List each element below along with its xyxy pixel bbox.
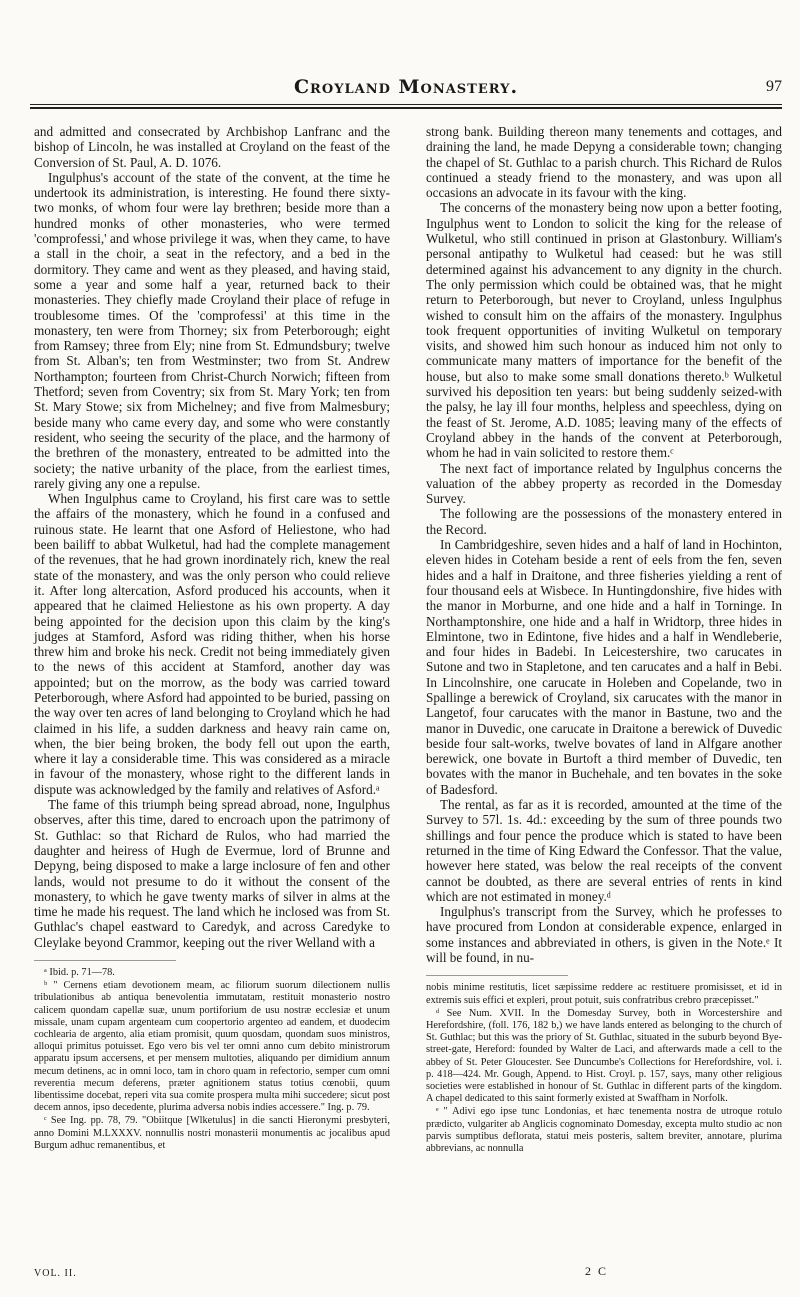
footnote: ᶜ See Ing. pp. 78, 79. "Obiitque [Wlketulus] in die sancti Hieronymi presbyteri, anno Domini M.LXXXV. nonnullis nostri monasterii monumentis ac jocalibus apud Burgum adhuc remanentibus, et <box>34 1115 390 1151</box>
running-title: Croyland Monastery. <box>293 76 519 98</box>
page-header <box>30 76 782 106</box>
paragraph: strong bank. Building thereon many tenements and cottages, and draining the land, he made Depyng a considerable town; changing the chapel of St. Guthlac to a parish church. This Richard de Rulos continued a steady friend to the monastery, and was upon all occasions an advocate in its favour with the king. <box>426 124 782 201</box>
footnote: ᵈ See Num. XVII. In the Domesday Survey, both in Worcestershire and Herefordshire, (foll. 176, 182 b,) we have lands entered as belonging to the church of St. Guthlac; but this was the priory of St. Guthlac, situated in the suburb beyond Bye-street-gate, Hereford: founded by Walter de Laci, and afterwards made a cell to the abbey of St. Peter Gloucester. See Duncumbe's Collections for Herefordshire, vol. i. p. 418—424. Mr. Gough, Append. to Hist. Croyl. p. 157, says, many other religious societies were established in honour of St. Guthlac in different parts of the kingdom. A chapel dedicated to this saint formerly existed at Swaffham in Norfolk. <box>426 1007 782 1105</box>
paragraph: The following are the possessions of the monastery entered in the Record. <box>426 506 782 537</box>
footnote-rule <box>34 960 176 967</box>
footnote: ᵇ " Cernens etiam devotionem meam, ac filiorum suorum dilectionem nullis tribulationibus ab antiqua benevolentia immutatam, restituit monasterio nostro calicem quondam capellæ suæ, unum portiforium de usu nostræ ecclesiæ et unum missale, unam cupam argenteam cum coopertorio argenteo ad eandem, et duodecim cochlearia de argento, alia etiam promisit, quum quosdam, quondam suos ministros, alloqui primitus potuisset. Ego vero bis vel ter omni anno cum debito ministrorum apparatu ipsum accersens, et per mensem multoties, aliquando per dimidium annum mecum detinens, ac in omni loco, tam in choro quam in refectorio, semper cum omni reverentia mecum deferens, præter agnitionem status totius cœnobii, quum libentissime docebat, reperi vita sua comite prospera multa mihi succedere; sicut post decem annos, ipso decedente, plurima adversa nobis indies accessere." Ing. p. 79. <box>34 980 390 1114</box>
page-number: 97 <box>766 78 782 95</box>
volume-signature: VOL. II. <box>34 1268 77 1279</box>
footnote: ᵃ Ibid. p. 71—78. <box>44 967 115 979</box>
footnote: ᵉ " Adivi ego ipse tunc Londonias, et hæc tenementa nostra de utroque rotulo prædicto, vulgariter ab Anglicis cognominato Domesday, excepta multo studio ac non parvis sumptibus deflorata, statui meis posteris, saltem breviter, annotare, plurima abbrevians, ac nonnulla <box>426 1106 782 1154</box>
paragraph: The fame of this triumph being spread abroad, none, Ingulphus observes, after this time, dared to encroach upon the patrimony of St. Guthlac: so that Richard de Rulos, who had married the daughter and heiress of Hugh de Evermue, lord of Brunne and Depyng, being disposed to make a large inclosure of fen and other lands, would not presume to do it without the consent of the monastery, to which he gave twenty marks of silver in alms at the time he made his request. The land which he inclosed was from St. Guthlac's chapel eastward to Caredyk, and across Caredyke to Cleylake beyond Crammor, keeping out the river Welland with a <box>34 797 390 950</box>
paragraph: In Cambridgeshire, seven hides and a half of land in Hochinton, eleven hides in Coteham beside a rent of eels from the fen, seven hides and a half in Draitone, and three fisheries yielding a rent of four thousand eels at Wisbece. In Huntingdonshire, five hides with the manor in Morburne, and one hide and a half in Torninge. In Northamptonshire, one hide and a half in Wridtorp, three hides in Elmintone, two in Edintone, five hides and a half in Wendleberie, and four hides in Badebi. In Leicestershire, two carucates in Sutone and two in Stapletone, and ten carucates and a half in Bebi. In Lincolnshire, one carucate in Holeben and Copelande, two in Spallinge a berewick of Croyland, six carucates with the manor in Langetof, four carucates with the manor in Bastune, two and the manor in Duvedic, one carucate in Draitone a berewick of Duvedic beside four salt-works, twelve bovates of land in Alfgare another berewick, one bovate in Burtoft a third member of Duvedic, ten bovates with the manor in Buchehale, and ten bovates in the soke of Badesford. <box>426 537 782 797</box>
footnotes <box>426 982 782 1155</box>
paragraph: Ingulphus's transcript from the Survey, which he professes to have procured from London at considerable expence, enlarged in some instances and abbreviated in others, is given in the Note.ᵉ It will be found, in nu- <box>426 904 782 966</box>
paragraph: The next fact of importance related by Ingulphus concerns the valuation of the abbey property as recorded in the Domesday Survey. <box>426 460 782 507</box>
footnote: nobis minime restitutis, licet sæpissime reddere ac restituere promisisset, et id in extremis suis effici et expleri, prout potuit, suis confratribus crebro præcepisset." <box>426 982 782 1006</box>
footnote-rule <box>426 975 568 982</box>
paragraph: and admitted and consecrated by Archbishop Lanfranc and the bishop of Lincoln, he was installed at Croyland on the feast of the Conversion of St. Paul, A. D. 1076. <box>34 124 390 170</box>
footnotes <box>34 967 390 1152</box>
header-rule <box>30 104 782 105</box>
paragraph: When Ingulphus came to Croyland, his first care was to settle the affairs of the monastery, which he found in a confused and ruinous state. He learnt that one Asford of Heliestone, who had been bailiff to abbat Wulketul, had had the complete management of the revenues, that he had grown inordinately rich, knew the real state of the monastery, and was the only person who could relieve it. After long altercation, Asford produced his accounts, when it appeared that he claimed Heliestone as his own property. A day being appointed for the decision upon this claim by the king's judges at Stamford, Asford was riding thither, when his horse threw him and broke his neck. Credit not being immediately given to the news of this accident at Stamford, another day was appointed; but on the morrow, as the body was carried toward Peterborough, where Asford had appointed to be buried, passing on the way over ten acres of land belonging to Croyland which he had claimed in his life, a sudden darkness and heavy rain came on, when, the bier being broken, the body fell out upon the earth, where it lay a considerable time. This was considered as a miracle in favour of the monastery, whose right to the different lands in dispute was acknowledged by the family and relatives of Asford.ᵃ <box>34 491 390 797</box>
right-column <box>426 124 782 1156</box>
sheet-signature: 2 C <box>585 1264 609 1278</box>
paragraph: Ingulphus's account of the state of the convent, at the time he undertook its administration, is interesting. He found there sixty-two monks, of whom four were lay brethren; beside more than a hundred monks of other monasteries, who were termed 'comprofessi,' and whose privilege it was, when they came, to have a stall in the choir, a seat in the refectory, and a bed in the dormitory. They came and went as they pleased, and having staid, some a year and some half a year, returned back to their monasteries. They chiefly made Croyland their place of refuge in troublesome times. Of the 'comprofessi' at this time in the monastery, ten were from Thorney; six from Peterborough; eight from Ramsey; three from Ely; nine from St. Edmundsbury; twelve from St. Alban's; ten from Westminster; two from St. Andrew Northampton; fourteen from Christ-Church Norwich; fifteen from Thetford; seven from Coventry; six from St. Mary York; ten from St. Mary Stowe; six from Michelney; and five from Malmesbury; beside many who came every day, and some who were constantly resident, who seeing the security of the place, and the harmony of the brethren of the monastery, entreated to be admitted into the society; the native urbanity of the place, from the earliest times, rarely giving any one a repulse. <box>34 169 390 491</box>
paragraph: The concerns of the monastery being now upon a better footing, Ingulphus went to London to solicit the king for the release of Wulketul, who still continued in prison at Glastonbury. William's personal antipathy to Wulketul had ceased: but he was still determined against his advancement to any dignity in the church. The only permission which could be obtained was, that he might return to Peterborough, but never to Croyland, unless Ingulphus wished to consult him on the affairs of the monastery. Ingulphus took frequent opportunities of inviting Wulketul on temporary visits, and showed him such honour as induced him not only to communicate many matters of importance for the benefit of the house, but also to make some small donations thereto.ᵇ Wulketul survived his deposition ten years: but being suddenly seized-with the palsy, he lay ill four months, helpless and speechless, dying on the feast of St. Jerome, A.D. 1085; leaving many of the effects of Croyland abbey in the hands of the convent at Peterborough, whom he had in vain solicited to restore them.ᶜ <box>426 200 782 461</box>
left-column <box>34 124 390 1153</box>
header-rule-thick <box>30 107 782 109</box>
paragraph: The rental, as far as it is recorded, amounted at the time of the Survey to 57l. 1s. 4d.: exceeding by the sum of three pounds two shillings and four pence the produce which is stated to have been returned in the time of King Edward the Confessor. That the value, however here stated, was below the real receipts of the convent cannot be doubted, as there are several entries of rents in kind which are not estimated in money.ᵈ <box>426 797 782 904</box>
